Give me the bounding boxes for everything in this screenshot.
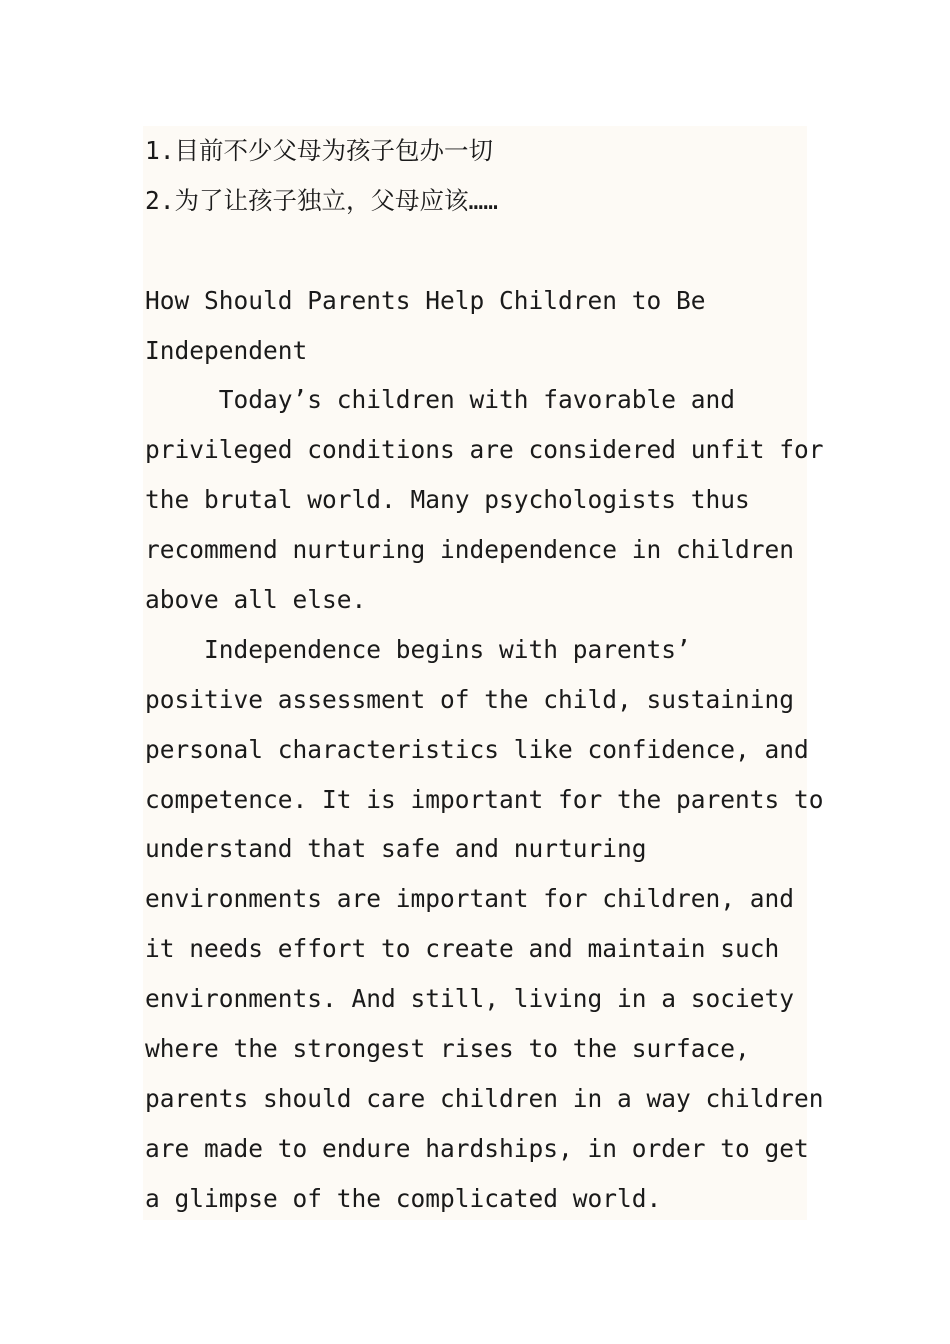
paragraph-2-line: Independence begins with parents’ — [145, 634, 691, 664]
blank-line — [145, 226, 815, 276]
paragraph-1-line: above all else. — [145, 585, 367, 615]
paragraph-2-line: a glimpse of the complicated world. — [145, 1183, 662, 1213]
paragraph-1-line: recommend nurturing independence in children — [145, 535, 795, 565]
paragraph-1-line: the brutal world. Many psychologists thus — [145, 485, 750, 515]
document-body — [145, 126, 824, 1224]
outline-item: 1.目前不少父母为孩子包办一切 — [145, 136, 493, 165]
paragraph-2-line: understand that safe and nurturing — [145, 834, 647, 864]
paragraph-2-line: personal characteristics like confidence, and — [145, 734, 809, 764]
paragraph-1-line: privileged conditions are considered unfit for — [145, 435, 824, 465]
paragraph-2-line: environments are important for children, and — [145, 884, 795, 914]
paragraph-2-line: competence. It is important for the parents to — [145, 784, 824, 814]
paragraph-2-line: are made to endure hardships, in order to get — [145, 1133, 809, 1163]
paragraph-2-line: parents should care children in a way children — [145, 1083, 824, 1113]
paragraph-2-line: environments. And still, living in a society — [145, 984, 795, 1014]
paragraph-2-line: where the strongest rises to the surface, — [145, 1034, 750, 1064]
essay-title-line: Independent — [145, 335, 308, 365]
essay-title-line: How Should Parents Help Children to Be — [145, 285, 706, 315]
paragraph-2-line: it needs effort to create and maintain such — [145, 934, 780, 964]
paragraph-2-line: positive assessment of the child, sustaining — [145, 684, 795, 714]
outline-item: 2.为了让孩子独立，父母应该…… — [145, 185, 498, 215]
paragraph-1-line: Today’s children with favorable and — [145, 385, 736, 415]
